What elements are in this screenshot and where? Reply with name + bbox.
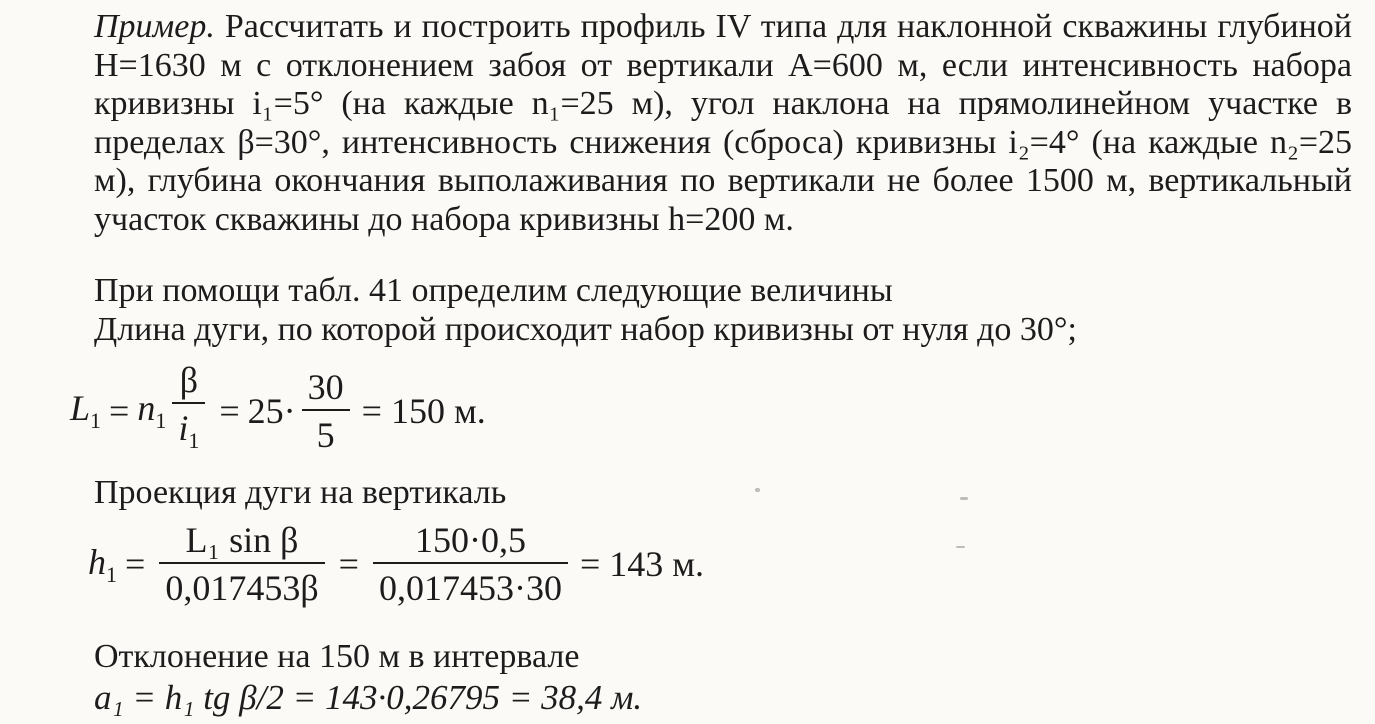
h1-frac2: $\frac{150\cdot 0,5}{0,017453\cdot 30}$ xyxy=(373,520,568,608)
h1-frac1: $\frac{\text{L₁ sin β}}{0,017453\beta}$ xyxy=(159,520,324,608)
L1-lhs: $L_1$ xyxy=(70,388,102,433)
scan-speck xyxy=(960,497,968,500)
L1-result: = 150 м. xyxy=(361,390,486,431)
h1-eq2: = xyxy=(338,544,359,584)
example-paragraph xyxy=(94,8,1352,240)
L1-frac2: $\frac{30}{5}$ xyxy=(302,367,350,455)
L1-n: $n_1$ xyxy=(137,388,167,433)
table-reference-line: При помощи табл. 41 определим следующие величины xyxy=(94,272,893,309)
projection-line: Проекция дуги на вертикаль xyxy=(94,474,507,511)
h1-lhs: $h_1$ xyxy=(88,541,117,587)
L1-coef: 25· xyxy=(247,390,296,431)
formula-a1: a₁ = h₁ tg β/2 = 143·0,26795 = 38,4 м. xyxy=(94,678,643,717)
example-lead: Пример. xyxy=(94,8,215,45)
scan-speck xyxy=(956,546,965,548)
arc-length-line: Длина дуги, по которой происходит набор кривизны от нуля до 30°; xyxy=(94,311,1077,348)
L1-frac1: $\frac{\beta}{i_1}$ xyxy=(172,360,205,461)
example-body: Рассчитать и построить профиль IV типа для наклонной скважины глубиной H=1630 м с отклонением забоя от вертикали A=600 м, если интенсивность набора кривизны i₁=5° (на каждые n₁=25 м), угол наклона на прямолинейном участке в пределах β=30°, интенсивность снижения (сброса) кривизны i₂=4° (на каждые n₂=25 м), глубина окончания выполаживания по вертикали не более 1500 м, вертикальный участок скважины до набора кривизны h=200 м. xyxy=(94,8,1353,238)
L1-eq2: = xyxy=(219,390,240,431)
scan-speck xyxy=(755,488,760,492)
h1-eq1: = xyxy=(125,544,146,584)
formula-L1 xyxy=(70,360,486,461)
deviation-line: Отклонение на 150 м в интервале xyxy=(94,638,580,675)
formula-h1 xyxy=(88,520,704,608)
h1-result: = 143 м. xyxy=(579,544,705,584)
L1-eq1: = xyxy=(109,390,130,431)
